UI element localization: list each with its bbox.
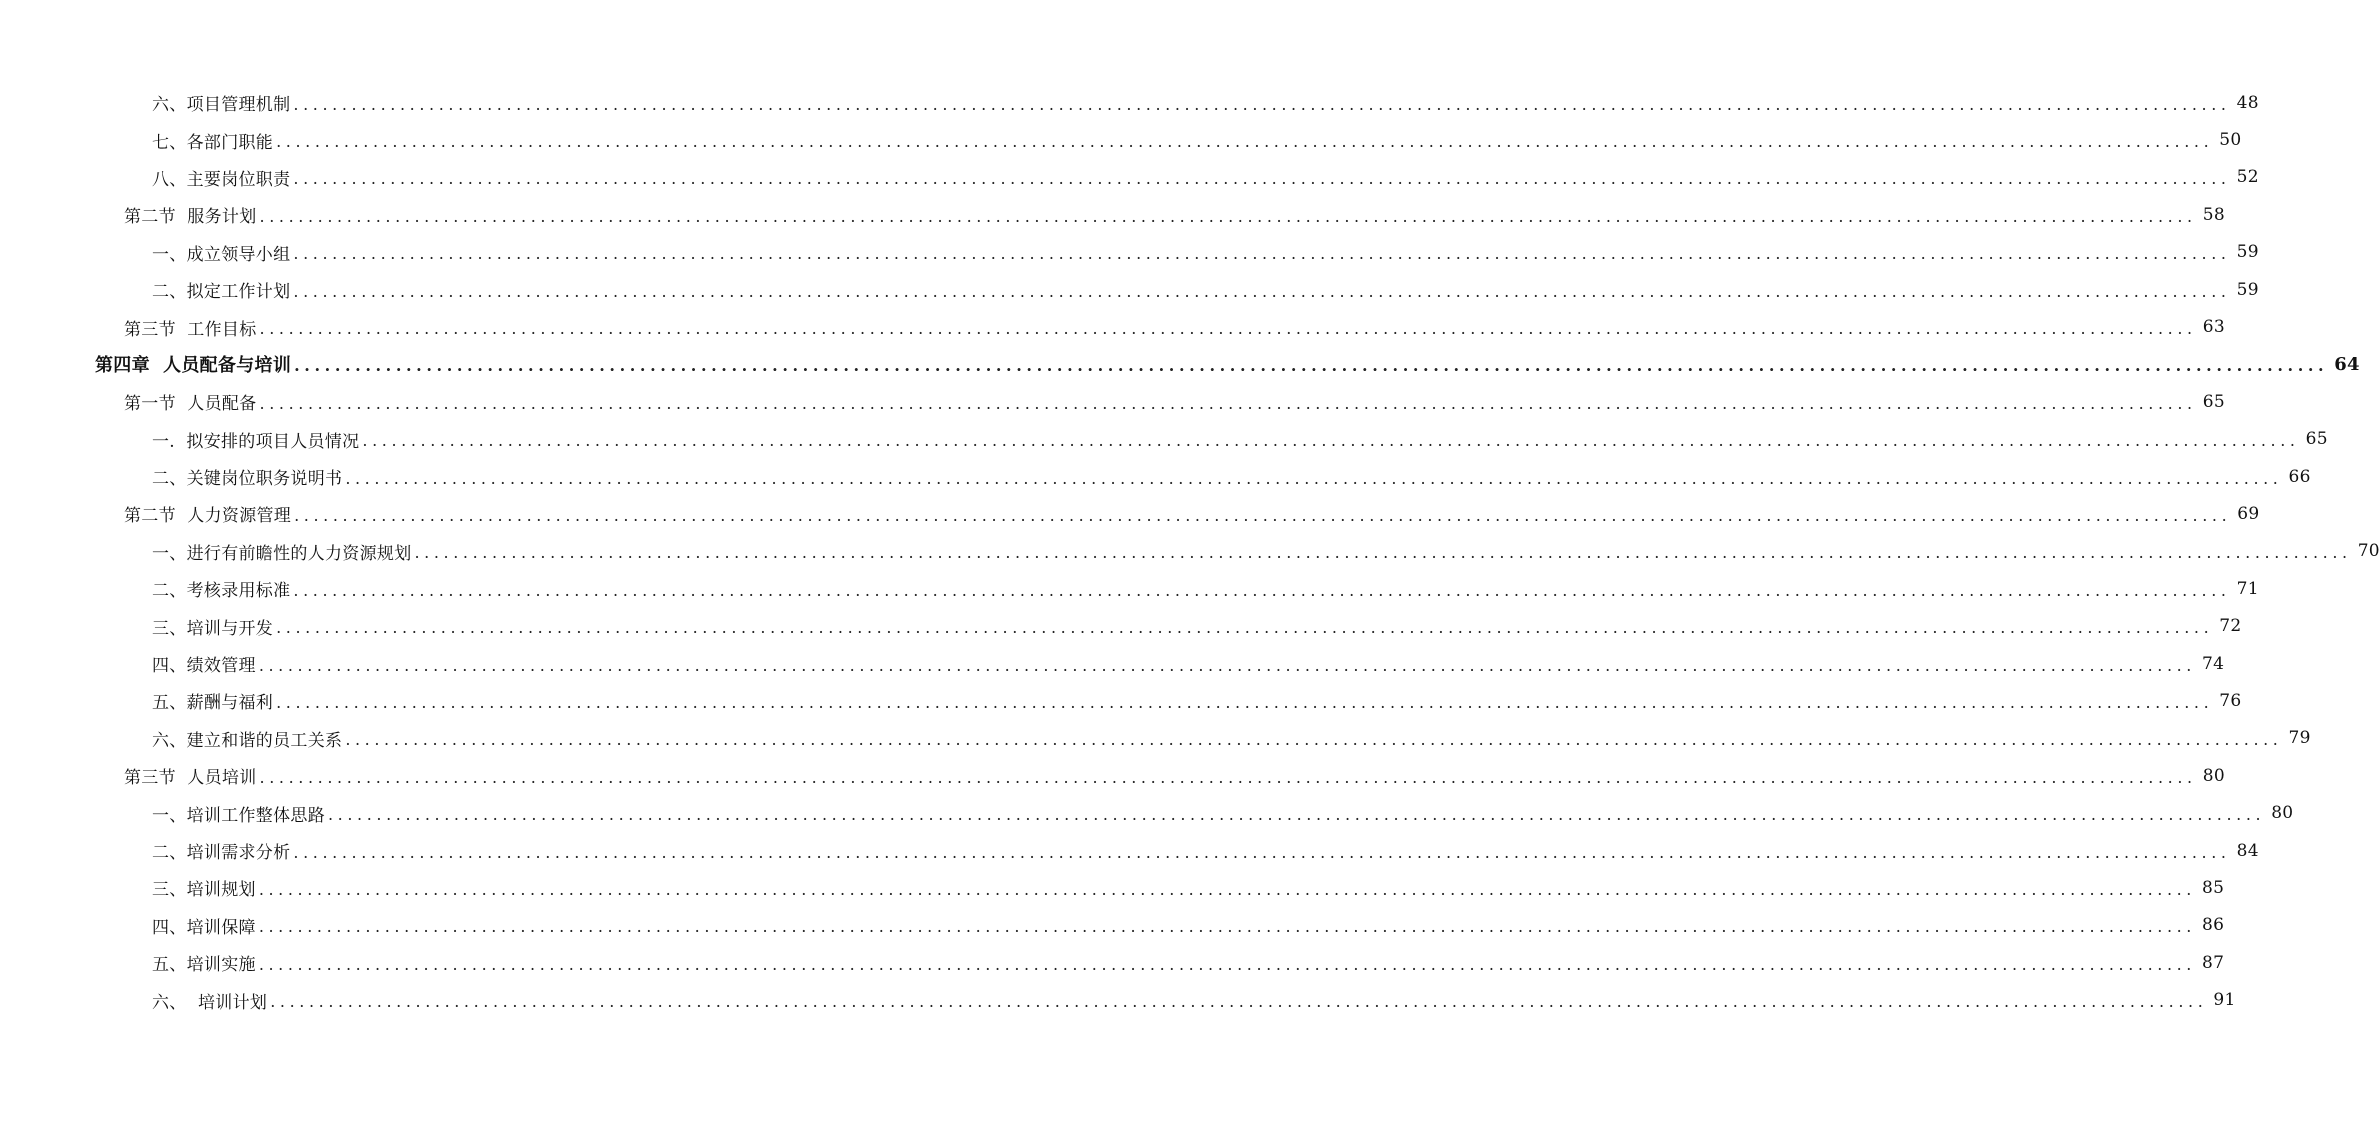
toc-subsection-entry[interactable] — [0, 84, 2259, 121]
toc-entry-label: 五、薪酬与福利 — [152, 693, 274, 714]
toc-entry-label: 三、培训规划 — [152, 880, 256, 901]
toc-leader-dots: ........................................................................................................................................................................................................ — [258, 954, 2196, 974]
toc-section-entry[interactable] — [0, 757, 2225, 794]
toc-leader-dots: ........................................................................................................................................................................................................ — [294, 356, 2329, 376]
toc-subsection-entry[interactable] — [0, 645, 2225, 682]
toc-entry-label: 二、拟定工作计划 — [152, 282, 291, 303]
toc-entry-page-number: 70 — [2357, 541, 2380, 562]
toc-leader-dots: ........................................................................................................................................................................................................ — [414, 543, 2352, 563]
toc-subsection-entry[interactable] — [0, 907, 2225, 944]
toc-subsection-entry[interactable] — [0, 121, 2242, 158]
toc-entry-page-number: 86 — [2202, 915, 2225, 936]
toc-section-entry[interactable] — [0, 196, 2225, 233]
toc-entry-label: 五、培训实施 — [152, 955, 256, 976]
toc-entry-label: 一、成立领导小组 — [152, 244, 291, 265]
toc-entry-label: 第二节 人力资源管理 — [124, 506, 292, 527]
toc-entry-page-number: 65 — [2305, 429, 2328, 450]
toc-subsection-entry[interactable] — [0, 533, 2380, 570]
toc-subsection-entry[interactable] — [0, 607, 2242, 644]
toc-entry-page-number: 74 — [2202, 653, 2225, 674]
toc-entry-page-number: 80 — [2271, 803, 2294, 824]
toc-subsection-entry[interactable] — [0, 944, 2225, 981]
toc-entry-label: 六、项目管理机制 — [152, 95, 291, 116]
toc-entry-page-number: 85 — [2202, 877, 2225, 898]
toc-entry-page-number: 87 — [2202, 952, 2225, 973]
toc-leader-dots: ........................................................................................................................................................................................................ — [293, 94, 2231, 114]
toc-chapter-entry[interactable] — [0, 346, 2360, 383]
toc-subsection-entry[interactable] — [0, 832, 2259, 869]
toc-entry-page-number: 79 — [2288, 728, 2311, 749]
toc-leader-dots: ........................................................................................................................................................................................................ — [293, 580, 2231, 600]
toc-entry-label: 一、培训工作整体思路 — [152, 805, 325, 826]
toc-entry-label: 一、进行有前瞻性的人力资源规划 — [152, 543, 412, 564]
toc-entry-label: 第三节 工作目标 — [124, 319, 257, 340]
toc-entry-label: 第一节 人员配备 — [124, 394, 257, 415]
toc-leader-dots: ........................................................................................................................................................................................................ — [345, 730, 2283, 750]
toc-leader-dots: ........................................................................................................................................................................................................ — [276, 618, 2214, 638]
toc-subsection-entry[interactable] — [0, 234, 2259, 271]
toc-entry-page-number: 66 — [2288, 466, 2311, 487]
toc-entry-label: 四、培训保障 — [152, 917, 256, 938]
toc-subsection-entry[interactable] — [0, 271, 2259, 308]
toc-entry-label: 第二节 服务计划 — [124, 207, 257, 228]
toc-entry-label: 七、各部门职能 — [152, 132, 274, 153]
toc-subsection-entry[interactable] — [0, 869, 2225, 906]
toc-leader-dots: ........................................................................................................................................................................................................ — [259, 767, 2197, 787]
toc-subsection-entry[interactable] — [0, 458, 2311, 495]
toc-entry-label: 八、主要岗位职责 — [152, 169, 291, 190]
toc-entry-label: 一. 拟安排的项目人员情况 — [152, 431, 360, 452]
toc-leader-dots: ........................................................................................................................................................................................................ — [293, 842, 2231, 862]
toc-entry-label: 二、关键岗位职务说明书 — [152, 469, 343, 490]
toc-subsection-entry[interactable] — [0, 682, 2242, 719]
toc-entry-page-number: 69 — [2237, 503, 2260, 524]
toc-entry-label: 六、建立和谐的员工关系 — [152, 730, 343, 751]
toc-entry-page-number: 80 — [2202, 765, 2225, 786]
toc-entry-label: 第三节 人员培训 — [124, 768, 257, 789]
toc-subsection-entry[interactable] — [0, 720, 2311, 757]
toc-leader-dots: ........................................................................................................................................................................................................ — [293, 169, 2231, 189]
toc-leader-dots: ........................................................................................................................................................................................................ — [270, 992, 2208, 1012]
toc-entry-page-number: 59 — [2236, 279, 2259, 300]
toc-leader-dots: ........................................................................................................................................................................................................ — [294, 505, 2232, 525]
toc-leader-dots: ........................................................................................................................................................................................................ — [293, 244, 2231, 264]
toc-entry-page-number: 50 — [2219, 130, 2242, 151]
toc-leader-dots: ........................................................................................................................................................................................................ — [258, 655, 2196, 675]
toc-entry-page-number: 76 — [2219, 690, 2242, 711]
toc-section-entry[interactable] — [0, 308, 2225, 345]
toc-entry-label: 三、培训与开发 — [152, 618, 274, 639]
toc-subsection-entry[interactable] — [0, 794, 2294, 831]
toc-leader-dots: ........................................................................................................................................................................................................ — [258, 917, 2196, 937]
toc-entry-page-number: 64 — [2334, 353, 2360, 375]
toc-entry-page-number: 52 — [2236, 167, 2259, 188]
toc-subsection-entry[interactable] — [0, 570, 2259, 607]
toc-entry-page-number: 63 — [2202, 317, 2225, 338]
toc-entry-page-number: 72 — [2219, 616, 2242, 637]
toc-entry-label: 二、考核录用标准 — [152, 581, 291, 602]
toc-entry-page-number: 59 — [2236, 242, 2259, 263]
toc-leader-dots: ........................................................................................................................................................................................................ — [258, 879, 2196, 899]
toc-entry-label: 四、绩效管理 — [152, 656, 256, 677]
toc-leader-dots: ........................................................................................................................................................................................................ — [345, 468, 2283, 488]
toc-entry-page-number: 65 — [2202, 391, 2225, 412]
toc-leader-dots: ........................................................................................................................................................................................................ — [259, 319, 2197, 339]
toc-entry-page-number: 84 — [2236, 840, 2259, 861]
toc-leader-dots: ........................................................................................................................................................................................................ — [276, 692, 2214, 712]
toc-entry-label: 二、培训需求分析 — [152, 843, 291, 863]
toc-leader-dots: ........................................................................................................................................................................................................ — [276, 132, 2214, 152]
toc-entry-page-number: 71 — [2236, 578, 2259, 599]
toc-entry-page-number: 91 — [2213, 990, 2236, 1011]
toc-entry-page-number: 58 — [2202, 204, 2225, 225]
toc-section-entry[interactable] — [0, 495, 2260, 532]
toc-entry-label: 第四章 人员配备与培训 — [95, 355, 292, 377]
toc-leader-dots: ........................................................................................................................................................................................................ — [259, 206, 2197, 226]
toc-section-entry[interactable] — [0, 383, 2225, 420]
toc-leader-dots: ........................................................................................................................................................................................................ — [362, 431, 2300, 451]
toc-subsection-entry[interactable] — [0, 981, 2236, 1018]
toc-leader-dots: ........................................................................................................................................................................................................ — [328, 805, 2266, 825]
toc-subsection-entry[interactable] — [0, 421, 2328, 458]
toc-subsection-entry[interactable] — [0, 159, 2259, 196]
toc-entry-label: 六、 培训计划 — [152, 992, 268, 1013]
toc-entry-page-number: 48 — [2236, 92, 2259, 113]
table-of-contents — [0, 84, 2380, 1019]
toc-leader-dots: ........................................................................................................................................................................................................ — [259, 393, 2197, 413]
toc-leader-dots: ........................................................................................................................................................................................................ — [293, 281, 2231, 301]
